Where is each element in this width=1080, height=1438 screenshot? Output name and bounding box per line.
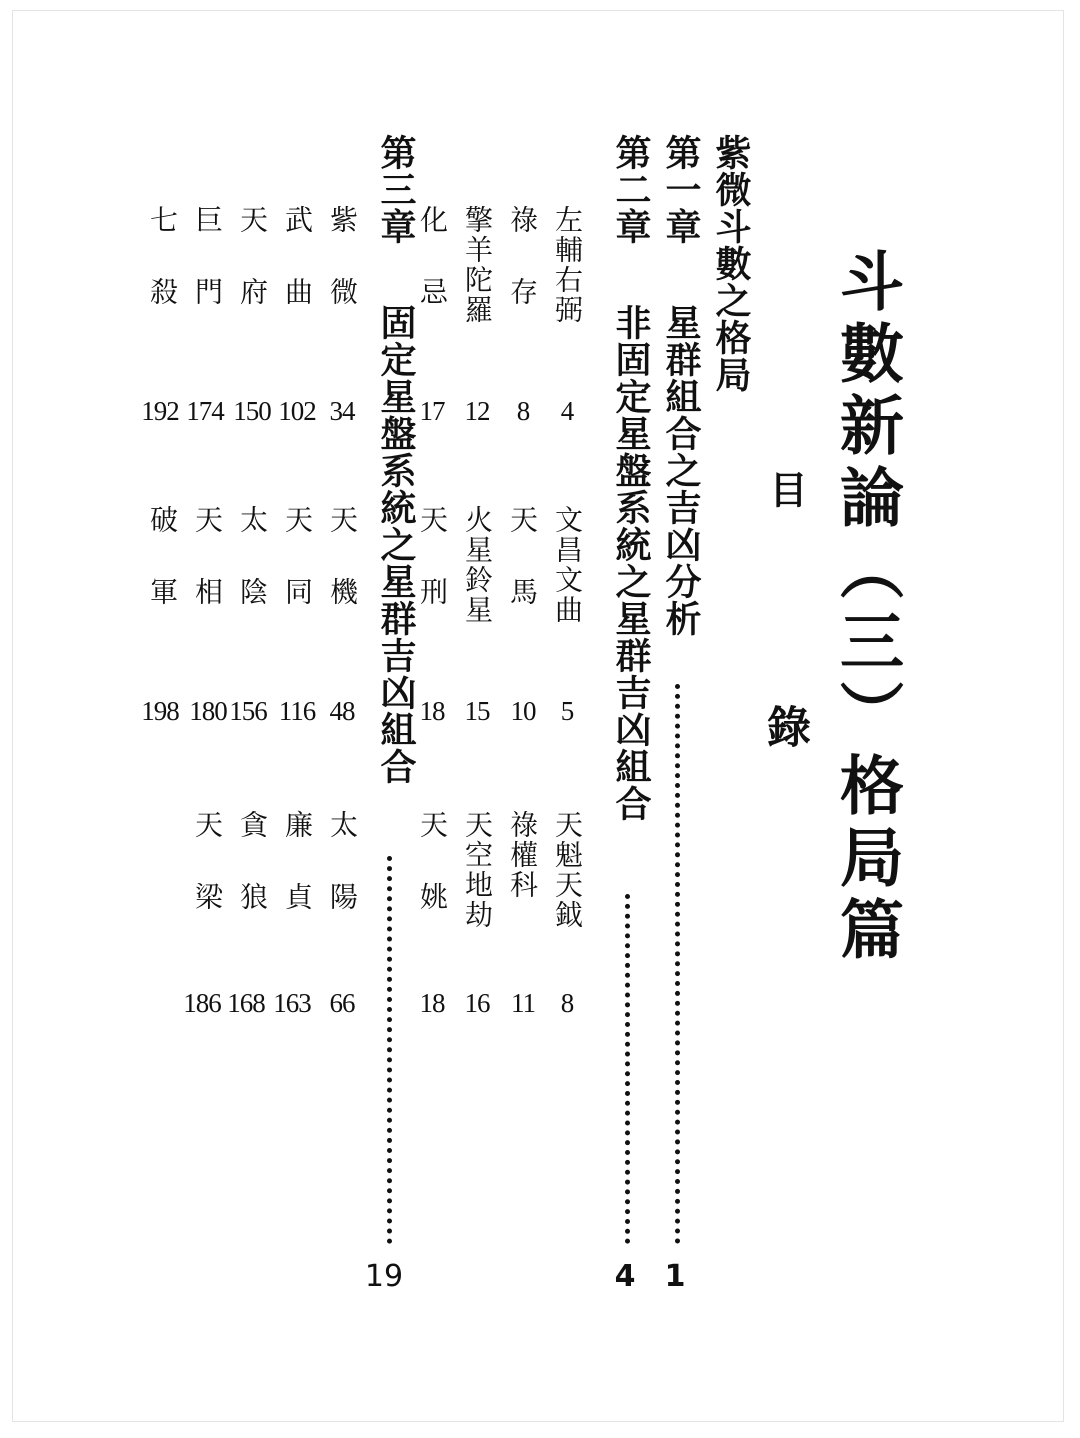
entry-name[interactable]: 化忌 — [416, 205, 449, 349]
part-heading[interactable]: 紫微斗數之格局 — [710, 134, 751, 393]
entry-name[interactable]: 太陽 — [326, 810, 359, 954]
chapter-3-prefix[interactable]: 第三章 — [375, 134, 416, 245]
entry-name[interactable]: 天刑 — [416, 505, 449, 649]
entry-page: 5 — [560, 696, 574, 726]
entry-page: 66 — [329, 988, 355, 1018]
entry-page: 34 — [329, 396, 355, 426]
chapter-2-title[interactable]: 非固定星盤系統之星群吉凶組合 — [610, 304, 651, 822]
entry-page: 192 — [141, 396, 179, 426]
entry-page: 15 — [464, 696, 490, 726]
entry-page: 17 — [419, 396, 445, 426]
entry-name[interactable]: 太陰 — [236, 505, 269, 649]
chapter-2-page[interactable]: 4 — [614, 1259, 636, 1294]
chapter-2-prefix[interactable]: 第二章 — [610, 134, 651, 245]
entry-page: 168 — [227, 988, 265, 1018]
entry-page: 18 — [419, 988, 445, 1018]
entry-name[interactable]: 左輔右弼 — [551, 205, 584, 325]
entry-page: 180 — [189, 696, 227, 726]
entry-page: 18 — [419, 696, 445, 726]
entry-name[interactable]: 天魁天鉞 — [551, 810, 584, 930]
entry-name[interactable]: 紫微 — [326, 205, 359, 349]
entry-name[interactable]: 天機 — [326, 505, 359, 649]
chapter-2-leader — [625, 894, 630, 1244]
entry-page: 116 — [278, 696, 316, 726]
entry-name[interactable]: 擎羊陀羅 — [461, 205, 494, 325]
entry-page: 150 — [233, 396, 271, 426]
chapter-1-prefix[interactable]: 第一章 — [660, 134, 701, 245]
entry-name[interactable]: 天馬 — [506, 505, 539, 649]
entry-name[interactable]: 天梁 — [191, 810, 224, 954]
entry-name[interactable]: 火星鈴星 — [461, 505, 494, 625]
entry-name[interactable]: 祿存 — [506, 205, 539, 349]
entry-page: 8 — [516, 396, 530, 426]
chapter-1-title[interactable]: 星群組合之吉凶分析 — [660, 304, 701, 637]
entry-name[interactable]: 天同 — [281, 505, 314, 649]
toc-heading-mu: 目 — [763, 470, 807, 508]
entry-name[interactable]: 武曲 — [281, 205, 314, 349]
chapter-1-leader — [675, 684, 680, 1244]
entry-page: 163 — [273, 988, 311, 1018]
entry-page: 11 — [511, 988, 535, 1018]
entry-name[interactable]: 巨門 — [191, 205, 224, 349]
entry-name[interactable]: 天姚 — [416, 810, 449, 954]
entry-page: 10 — [510, 696, 536, 726]
entry-page: 186 — [183, 988, 221, 1018]
entry-page: 156 — [229, 696, 267, 726]
entry-page: 198 — [141, 696, 179, 726]
chapter-3-leader — [387, 856, 392, 1244]
entry-name[interactable]: 七殺 — [146, 205, 179, 349]
chapter-3-title[interactable]: 固定星盤系統之星群吉凶組合 — [375, 304, 416, 785]
toc-heading-lu: 錄 — [759, 704, 810, 748]
entry-name[interactable]: 文昌文曲 — [551, 505, 584, 625]
entry-name[interactable]: 貪狼 — [236, 810, 269, 954]
entry-page: 102 — [278, 396, 316, 426]
entry-name[interactable]: 天空地劫 — [461, 810, 494, 930]
entry-name[interactable]: 祿權科 — [506, 810, 539, 900]
entry-name[interactable]: 廉貞 — [281, 810, 314, 954]
entry-page: 48 — [329, 696, 355, 726]
entry-page: 12 — [464, 396, 490, 426]
chapter-3-page[interactable]: 19 — [364, 1259, 404, 1294]
entry-name[interactable]: 天府 — [236, 205, 269, 349]
entry-name[interactable]: 破軍 — [146, 505, 179, 649]
book-title: 斗數新論（三）格局篇 — [829, 248, 903, 968]
entry-page: 16 — [464, 988, 490, 1018]
entry-page: 4 — [560, 396, 574, 426]
chapter-1-page[interactable]: 1 — [664, 1259, 686, 1294]
entry-page: 8 — [560, 988, 574, 1018]
entry-name[interactable]: 天相 — [191, 505, 224, 649]
entry-page: 174 — [186, 396, 224, 426]
